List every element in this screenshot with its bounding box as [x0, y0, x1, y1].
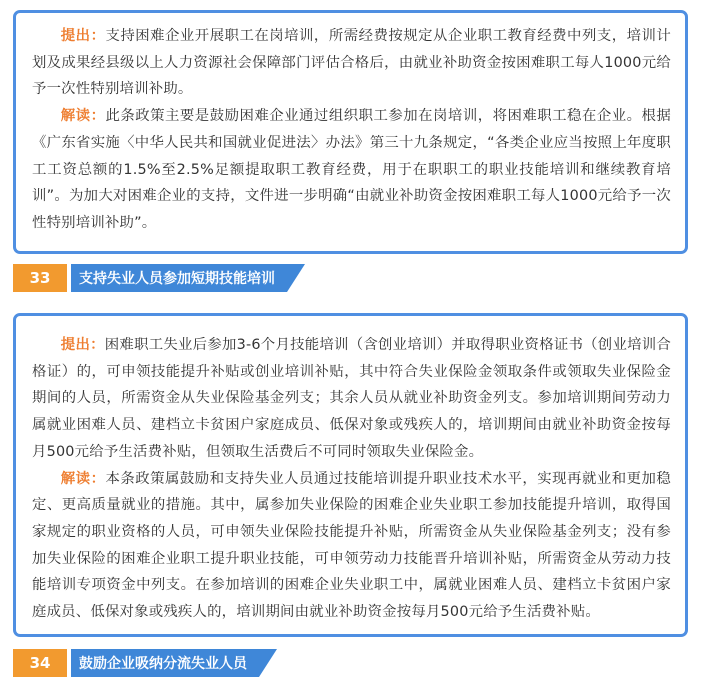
proposal-text: 支持困难企业开展职工在岗培训，所需经费按规定从企业职工教育经费中列支，培训计划及成果经县级以上人力资源社会保障部门评估合格后，由就业补助资金按困难职工每人1000元给予一次性特别培训补助。	[32, 28, 671, 98]
section-header-34	[13, 649, 259, 677]
proposal-paragraph	[32, 332, 671, 466]
policy-card-2	[13, 313, 688, 637]
section-number: 33	[13, 264, 67, 292]
section-number: 34	[13, 649, 67, 677]
proposal-text: 困难职工失业后参加3-6个月技能培训（含创业培训）并取得职业资格证书（创业培训合格证）的，可申领技能提升补贴或创业培训补贴，其中符合失业保险金领取条件或领取失业保险金期间的人员，所需资金从失业保险基金列支；其余人员从就业补助资金列支。参加培训期间劳动力属就业困难人员、建档立卡贫困户家庭成员、低保对象或残疾人的，培训期间由就业补助资金按每月500元给予生活费补贴，但领取生活费后不可同时领取失业保险金。	[32, 337, 671, 460]
interpretation-text: 本条政策属鼓励和支持失业人员通过技能培训提升职业技术水平，实现再就业和更加稳定、更高质量就业的措施。其中，属参加失业保险的困难企业失业职工参加技能提升培训，取得国家规定的职业资格的人员，可申领失业保险技能提升补贴，所需资金从失业保险基金列支；没有参加失业保险的困难企业职工提升职业技能，可申领劳动力技能晋升培训补贴，所需资金从劳动力技能培训专项资金中列支。在参加培训的困难企业失业职工中，属就业困难人员、建档立卡贫困户家庭成员、低保对象或残疾人的，培训期间由就业补助资金按每月500元给予生活费补贴。	[32, 470, 671, 621]
proposal-label: 提出：	[60, 28, 106, 44]
interpretation-label: 解读：	[60, 470, 106, 487]
interpretation-paragraph	[32, 103, 671, 237]
proposal-paragraph	[32, 23, 671, 103]
section-header-33	[13, 264, 287, 292]
policy-card-1	[13, 10, 688, 254]
interpretation-text: 此条政策主要是鼓励困难企业通过组织职工参加在岗培训，将困难职工稳在企业。根据《广东省实施〈中华人民共和国就业促进法〉办法》第三十九条规定，“各类企业应当按照上年度职工工资总额的1.5%至2.5%足额提取职工教育经费，用于在职职工的职业技能培训和继续教育培训”。为加大对困难企业的支持，文件进一步明确“由就业补助资金按困难职工每人1000元给予一次性特别培训补助”。	[32, 108, 671, 231]
interpretation-paragraph	[32, 466, 671, 626]
section-title: 鼓励企业吸纳分流失业人员	[71, 649, 259, 677]
section-title: 支持失业人员参加短期技能培训	[71, 264, 287, 292]
proposal-label: 提出：	[60, 337, 105, 353]
interpretation-label: 解读：	[60, 108, 106, 125]
